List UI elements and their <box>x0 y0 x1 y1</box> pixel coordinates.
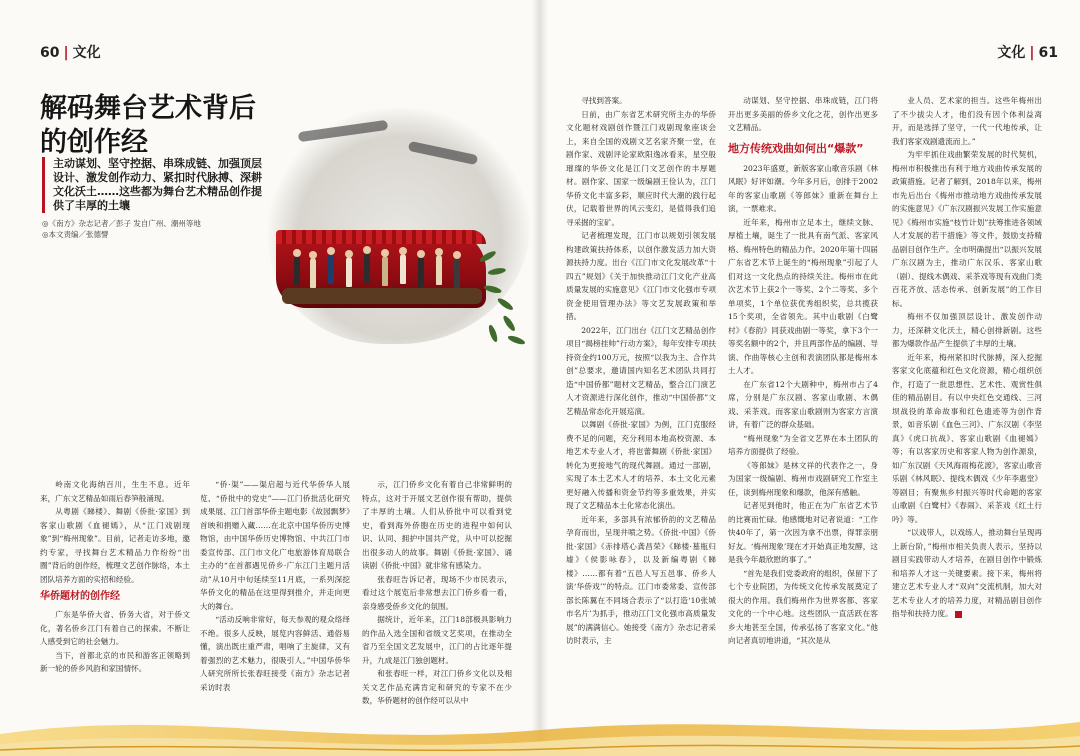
bamboo-leaf <box>507 334 526 346</box>
performer-figure <box>382 256 388 286</box>
performer-figure <box>328 254 334 284</box>
paragraph: “侨·渠”——渠启超与近代华侨华人展览、“侨批中的党史”——江门侨批活化研究成果展、江门首部华侨主题电影《故园飘梦》首映和捐赠入藏……在北京中国华侨历史博物馆，由中国华侨历史博物馆、中共江门市委宣传部、江门市文化广电旅游体育局联合主办的“在首都遇见侨乡·广东江门主题月活动”从10月中旬延续至11月底，一系列深挖华侨文化的精品在这里得到推介，并走向更大的舞台。 <box>200 480 350 611</box>
section-name: 文化 <box>72 45 101 61</box>
paragraph: “首先是我们党委政府的组织，保留下了七个专业院团，为传统文化传承发展奠定了很大的作用。我们梅州作为世界客都、客家文化的一个中心地。这些团队一直活跃在客乡大地甚至全国，传承弘扬了客家文化。”他向记者真切地讲道，“其次是从 <box>728 568 878 645</box>
paragraph: 2022年，江门出台《江门文艺精品创作项目“揭榜挂帅”行动方案》，每年安排专项扶持资金约100万元，按照“以我为主、合作共创”总要求，邀请国内知名艺术团队共同打造“中国侨都”题材文艺精品，整合江门演艺人才资源进行深化创作，推动“中国侨都”文艺精品常态化开展巡演。 <box>566 325 716 416</box>
section-heading: 地方传统戏曲如何出“爆款” <box>728 141 864 155</box>
paragraph: 当下，首都北京的市民和游客正领略到新一轮的侨乡风韵和家国情怀。 <box>40 650 190 673</box>
section-name: 文化 <box>997 45 1026 61</box>
performer-figure <box>436 255 442 285</box>
performer-figure <box>418 257 424 287</box>
page-number: 61 <box>1038 45 1058 61</box>
performer-figure <box>346 257 352 287</box>
performer-figure <box>364 253 370 283</box>
paragraph: “梅州现象”为全省文艺界在本土团队的培养方面提供了经验。 <box>728 433 878 456</box>
paragraph: 业人员、艺术家的担当。这些年梅州出了不少拔尖人才，他们没有因个体利益离开，而是选择了坚守，一代一代地传承，让我们客家戏剧遗流而上。” <box>892 96 1042 146</box>
paragraph: 日前，由广东省艺术研究所主办的华侨文化题材戏剧创作暨江门戏剧现象座谈会上，来自全国的戏剧文艺名家齐聚一堂，在剧作家、戏剧评论家欧阳逸冰看来，星空般璀璨的华侨文化是江门文艺创作的丰厚题材。剧作家、国家一级编剧王俭认为，江门华侨文化丰富多彩，顺应时代大潮的践行起伏，记载着世界的风云变幻，是值得我们追寻采掘的宝矿。 <box>566 109 716 227</box>
stage-floor <box>282 288 482 304</box>
end-of-article-icon <box>955 611 962 618</box>
paragraph-text: “以戏带人，以戏练人，推动舞台呈现再上新台阶，”梅州市相关负责人表示，坚持以剧目实践带动人才培养，在剧目创作中锻炼和培养人才这一关键要素。接下来，梅州将建立艺术专业人才“双向”交流机制，加大对艺术专业人才的培养力度，对精品剧目创作指导和扶持力度。 <box>892 528 1042 618</box>
section-heading: 华侨题材的创作经 <box>40 591 120 602</box>
left-column-2 <box>200 478 350 694</box>
stage-curtain <box>276 230 486 244</box>
paragraph: 在广东省12个大剧种中，梅州市占了4席，分别是广东汉剧、客家山歌剧、木偶戏、采茶戏。而客家山歌剧则为客家方言演讲，有着广泛的群众基础。 <box>728 379 878 429</box>
paragraph: 据统计，近年来，江门18部极具影响力的作品入选全国和省级文艺奖项，在推动全省乃至全国文艺发展中，江门的占比逐年提升，九成是江门独创题材。 <box>362 615 512 665</box>
performer-figure <box>400 254 406 284</box>
page-gutter <box>532 0 548 756</box>
paragraph: 2023年盛夏，新版客家山歌音乐剧《林风眠》好评如潮。今年多月后，创排于2002年的客家山歌剧《等郎妹》重新在舞台上演，一票难求。 <box>728 163 878 213</box>
paragraph: “活动反响非常好，每天参观的观众络绎不绝。很多人反映，展览内容鲜活、通俗易懂，演出既庄重严肃，唱响了主旋律，又有着强烈的艺术魅力，很吸引人。”中国华侨华人研究所所长张春旺接受《南方》杂志记者采访时表 <box>200 615 350 692</box>
paragraph: 从粤剧《睇楼》、舞剧《侨批·家国》到客家山歌剧《血褪嫣》，从“江门戏剧现象”到“梅州现象”。目前，记者走访多地，邀约专家，寻找舞台艺术精品力作纷纷“出圈”背后的创作经，梳理文艺创作脉络，本土团队培养方面的实招和经验。 <box>40 507 190 584</box>
paragraph: 为牢牢抓住戏曲繁荣发展的时代契机，梅州市积极推出有利于地方戏曲传承发展的政策措施。记者了解到，2018年以来，梅州市先后出台《梅州市推动地方戏曲传承发展的实施意见》《广东汉剧振兴发展工作实施意见》《梅州市实施“枝竹计划”扶筹推进各领域人才发展的若干措施》等文件，鼓励支持精品剧目创作生产。全市明确提出“以振兴发展广东汉剧为主，推动广东汉乐、客家山歌（剧）、提线木偶戏、采茶戏等现有戏曲门类百花齐放、活态传承、创新发展”的工作目标。 <box>892 150 1042 308</box>
paragraph: 记者见到他时，他正在为广东省艺术节的比赛而忙碌。他感慨地对记者说道：“工作快40年了，第一次因为拿不出票，得罪亲朋好友。‘梅州现象’现在才开始真正地发酵，这是我今年最欣慰的事了。” <box>728 501 878 564</box>
paragraph: 《等郎妹》是林文祥的代表作之一，身为国家一级编剧、梅州市戏剧研究工作室主任，谈到梅州现象和爆款，他深有感触。 <box>728 460 878 497</box>
editor-credit: ◎本文责编／张德譬 <box>42 230 109 239</box>
author-credit: ◎《南方》杂志记者／彭子 发自广州、潮州等地 <box>42 219 201 228</box>
left-column-3 <box>362 478 512 708</box>
bamboo-leaf <box>487 324 499 343</box>
right-folio: 文化 | 61 <box>997 45 1058 61</box>
right-page <box>540 0 1080 756</box>
paragraph: 近年来，多部具有浓郁侨韵的文艺精品孕育而出，呈现井喷之势。《侨批·中国》《侨批·家国》《赤排塔心龚昌荣》《睇楼·墓瓶归墟》《侯影咏春》，以及新编粤剧《睇楼》……都有着“五邑人写五邑事、侨乡人演‘华侨戏’”的特点。江门市委常委、宣传部部长陈翼在不同场合表示了“以打造‘10张城市名片’为抓手，推动江门文化强市高质量发展”的满满信心。她接受《南方》杂志记者采访时表示，主 <box>566 514 716 645</box>
right-column-2 <box>728 94 878 648</box>
right-column-1 <box>566 94 716 648</box>
ink-wash-background <box>268 108 530 344</box>
right-column-3 <box>892 94 1042 621</box>
paragraph: 寻找到答案。 <box>581 96 627 105</box>
paragraph: 梅州不仅加强顶层设计、激发创作动力，还深耕文化沃土，精心创排新剧。这些都为爆款作品产生提供了丰厚的土壤。 <box>892 312 1042 348</box>
performer-figure <box>294 256 300 286</box>
article-credits <box>42 218 262 240</box>
paragraph <box>892 526 1042 621</box>
paragraph: 近年来，梅州市立足本土，继续文脉、厚植土壤，诞生了一批具有南气派、客家风格、梅州特色的精品力作。2020年第十四届广东省艺术节上诞生的“梅州现象”引起了人们对这一文化热点的持续关注。梅州市在此次艺术节上获2个一等奖、2个二等奖、多个单项奖，1个单位获优秀组织奖，总共揽获15个奖项，全省领先。其中山歌剧《白鹭村》《春韵》同获戏曲剧一等奖，拿下3个一等奖名额中的2个，并且两部作品的编剧、导演、作曲等核心主创和表演团队都是梅州本土人才。 <box>728 217 878 375</box>
stage-performance-photo <box>258 108 536 354</box>
performer-figure <box>454 258 460 288</box>
paragraph: 张春旺告诉记者，现场不少市民表示，看过这个展览后非常想去江门侨乡看一看，亲身感受侨乡文化的氛围。 <box>362 574 512 611</box>
paragraph: 和张春旺一样，对江门侨乡文化以及相关文艺作品充满肯定和研究的专家不在少数，华侨题材的创作经可以从中 <box>362 669 512 705</box>
bamboo-leaf <box>496 297 514 312</box>
performer-figure <box>310 258 316 288</box>
bamboo-leaf <box>502 314 517 332</box>
left-folio: 60 | 文化 <box>40 45 101 61</box>
paragraph: 动谋划、坚守控据、串珠成链，江门将开出更多美丽的侨乡文化之花，创作出更多文艺精品。 <box>728 96 878 132</box>
paragraph: 以舞剧《侨批·家国》为例，江门克服经费不足的问题，充分利用本地高校资源、本地艺术专业人才，将岜蕾舞剧《侨批·家国》转化为更接地气的现代舞剧。通过一部剧，实现了本土艺术人才的培养、本土文化元素更好融入传播和资金节约等多重效果，并实现了文艺精品本土化常态化演出。 <box>566 420 716 510</box>
article-deck: 主动谋划、坚守控据、串珠成链、加强顶层设计、激发创作动力、紧扣时代脉搏、深耕文化沃土……这些都为舞台艺术精品创作提供了丰厚的土壤 <box>42 157 263 213</box>
paragraph: 广东是华侨大省、侨务大省，对于侨文化，著名侨乡江门有着自己的探索。不断让人感受到它的社会魅力。 <box>40 610 190 646</box>
paragraph: 示，江门侨乡文化有着自己非常鲜明的特点，这对于开展文艺创作很有帮助，提供了丰厚的土壤。人们从侨批中可以看到党史，看到海外侨胞在历史的进程中如何认识、认同、拥护中国共产党，从中可以挖掘出很多动人的故事。舞剧《侨批·家国》、诵读剧《侨批·中国》就非常有感染力。 <box>362 480 512 570</box>
paragraph: 岭南文化海纳百川，生生不息。近年来，广东文艺精品如雨后春笋般涌现。 <box>40 480 190 503</box>
article-headline: 解码舞台艺术背后的创作经 <box>40 93 256 158</box>
paragraph: 记者梳理发现，江门市以规划引领发展构建政策扶持体系，以创作激发活力加大资源扶持力度。出台《江门市文化发展改革“十四五”规划》《关于加快推动江门文化产业高质量发展的实施意见》《江门市文化强市专项资金使用管理办法》等文艺发展政策和举措。 <box>566 231 716 321</box>
page-number: 60 <box>40 45 60 61</box>
paragraph: 近年来，梅州紧扣时代脉搏，深入挖掘客家文化底蕴和红色文化资源，精心组织创作，打造了一批思想性、艺术性、观赏性俱佳的精品剧目。有以中央红色交通线、三河坝战役的革命故事和红色遗迹等为创作背景，如音乐剧《血色三河》、广东汉剧《李坚真》《虎口抗战》、客家山歌剧《血褪嫣》等；有以客家历史和客家人物为创作源泉，如广东汉剧《天风海雨梅花渡》，客家山歌音乐剧《林风眠》、提线木偶戏《少年李惠堂》等剧目；有聚焦乡村振兴等时代命题的客家山歌剧《白鹭村》《春闹》、采茶戏《红土行吟》等。 <box>892 352 1042 524</box>
left-column-1 <box>40 478 190 676</box>
